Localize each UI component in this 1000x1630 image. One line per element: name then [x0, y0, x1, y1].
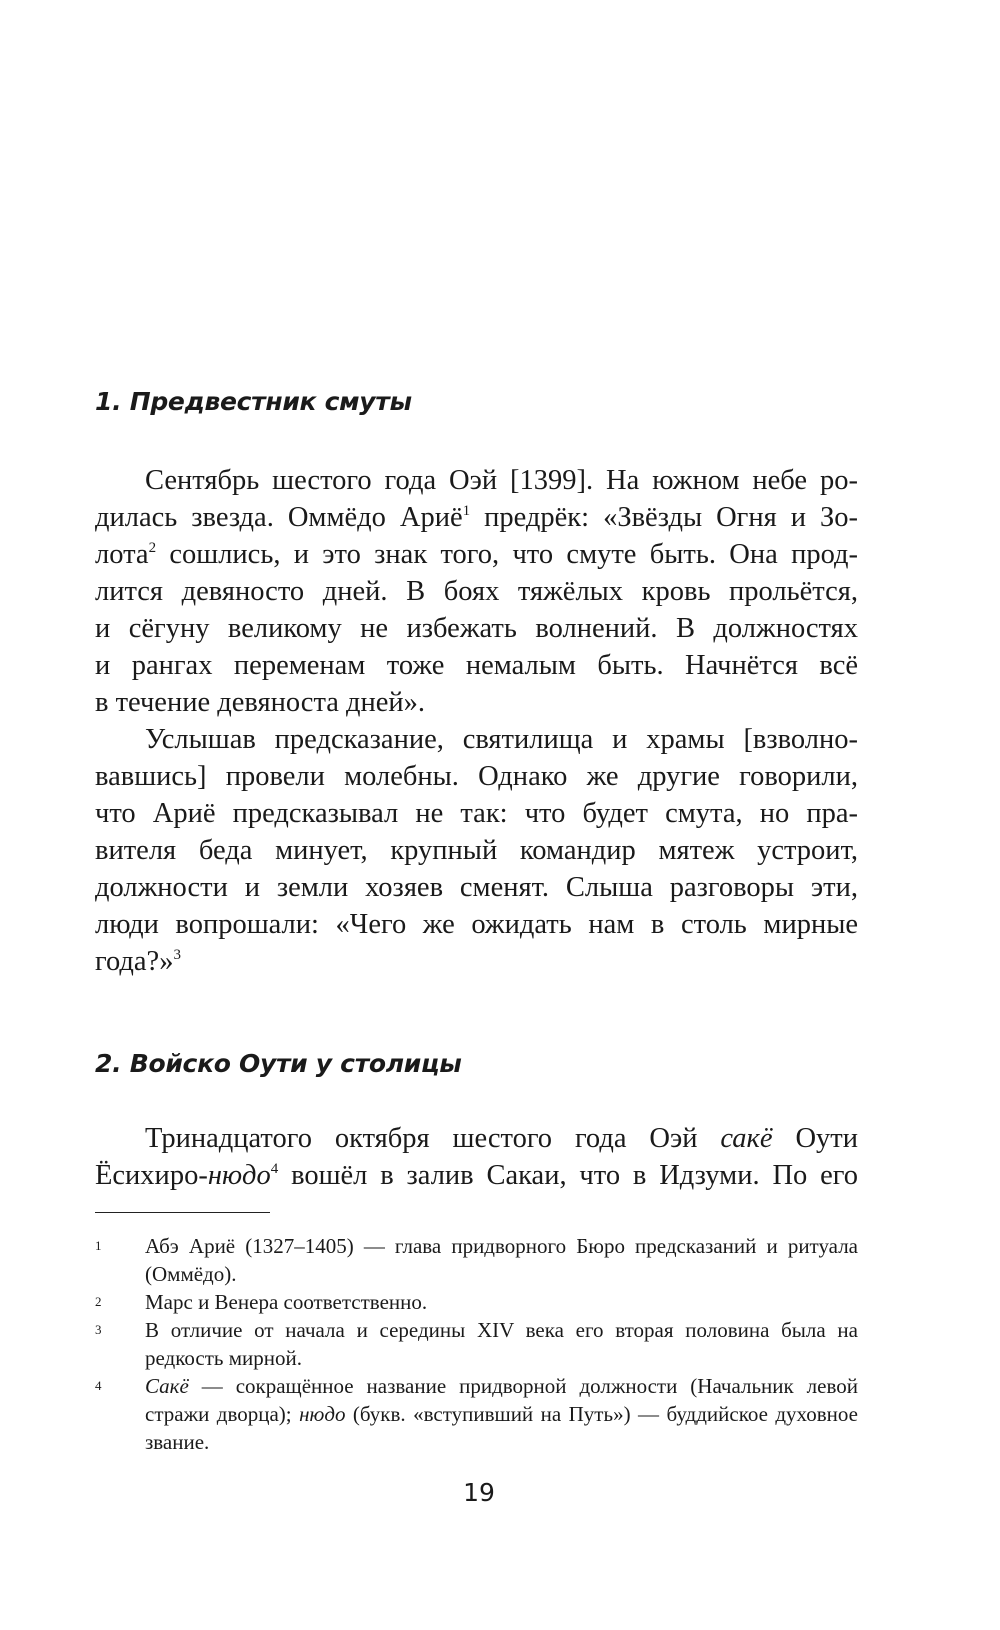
- text-run: лится девяносто дней. В боях тяжёлых кровь прольётся,: [95, 576, 858, 607]
- text-run: Ёсихиро-: [95, 1160, 208, 1191]
- footnote-ref: 1: [462, 503, 471, 519]
- text-run: люди вопрошали: «Чего же ожидать нам в столь мирные: [95, 909, 858, 940]
- text-line: [95, 573, 858, 610]
- footnote-number: 4: [95, 1378, 102, 1393]
- text-run: В отличие от начала и середины XIV века его вторая половина была на редкость мирной.: [145, 1318, 858, 1370]
- footnote-ref: 2: [148, 540, 157, 556]
- footnote-text: [145, 1232, 858, 1288]
- footnote-number: 2: [95, 1294, 102, 1309]
- text-run: вителя беда минует, крупный командир мятеж устроит,: [95, 835, 858, 866]
- text-line: [95, 1157, 858, 1194]
- text-line: [95, 906, 858, 943]
- text-run: Абэ Ариё (1327–1405) — глава придворного Бюро предсказаний и ритуала (Оммёдо).: [145, 1234, 858, 1286]
- text-run: должности и земли хозяев сменят. Слыша разговоры эти,: [95, 872, 858, 903]
- footnote: [95, 1316, 858, 1372]
- heading-section-1: 1. Предвестник смуты: [95, 387, 412, 416]
- footnotes: [95, 1232, 858, 1456]
- footnote-divider: [95, 1212, 270, 1213]
- text-line: [95, 462, 858, 499]
- page-number: 19: [463, 1478, 495, 1507]
- text-line: [95, 684, 858, 721]
- text-line: [95, 610, 858, 647]
- text-line: [95, 1120, 858, 1157]
- text-line: [95, 795, 858, 832]
- text-run: вавшись] провели молебны. Однако же другие говорили,: [95, 761, 858, 792]
- footnote: [95, 1288, 858, 1316]
- text-run: Оути: [772, 1123, 858, 1154]
- text-run: Марс и Венера соответственно.: [145, 1290, 428, 1314]
- text-run: (букв. «вступивший на Путь») — буддийское духовное звание.: [145, 1402, 858, 1454]
- text-run: — сокращённое название придворной должности (Начальник левой стражи дворца);: [145, 1374, 858, 1426]
- section-1-body: [95, 462, 858, 980]
- footnote-number: 1: [95, 1238, 102, 1253]
- text-line: [95, 721, 858, 758]
- text-run: Сакё: [145, 1374, 189, 1398]
- text-run: Тринадцатого октября шестого года Оэй: [145, 1123, 721, 1154]
- text-run: предрёк: «Звёзды Огня и Зо-: [470, 502, 858, 533]
- text-run: года?»: [95, 946, 174, 977]
- footnote-ref: 3: [173, 947, 181, 963]
- text-run: лота: [95, 539, 149, 570]
- text-run: и сёгуну великому не избежать волнений. В должностях: [95, 613, 858, 644]
- footnote-text: [145, 1288, 858, 1316]
- text-line: [95, 869, 858, 906]
- text-run: нюдо: [299, 1402, 346, 1426]
- heading-section-2: 2. Войско Оути у столицы: [95, 1049, 462, 1078]
- text-run: в течение девяноста дней».: [95, 687, 426, 718]
- footnote-text: [145, 1316, 858, 1372]
- text-run: сакё: [720, 1123, 773, 1154]
- text-run: дилась звезда. Оммёдо Ариё: [95, 502, 463, 533]
- footnote: [95, 1232, 858, 1288]
- text-line: [95, 647, 858, 684]
- footnote: [95, 1372, 858, 1456]
- footnote-ref: 4: [270, 1161, 279, 1177]
- text-line: [95, 943, 858, 980]
- section-2-body: [95, 1120, 858, 1194]
- text-run: вошёл в залив Сакаи, что в Идзуми. По его: [278, 1160, 858, 1191]
- text-run: Сентябрь шестого года Оэй [1399]. На южном небе ро-: [145, 465, 858, 496]
- text-run: Услышав предсказание, святилища и храмы [взволно-: [145, 724, 858, 755]
- text-run: что Ариё предсказывал не так: что будет смута, но пра-: [95, 798, 858, 829]
- text-run: и рангах переменам тоже немалым быть. Начнётся всё: [95, 650, 858, 681]
- text-line: [95, 536, 858, 573]
- text-run: нюдо: [207, 1160, 271, 1191]
- text-line: [95, 499, 858, 536]
- footnote-number: 3: [95, 1322, 102, 1337]
- footnote-text: [145, 1372, 858, 1456]
- text-line: [95, 832, 858, 869]
- text-run: сошлись, и это знак того, что смуте быть. Она прод-: [156, 539, 858, 570]
- text-line: [95, 758, 858, 795]
